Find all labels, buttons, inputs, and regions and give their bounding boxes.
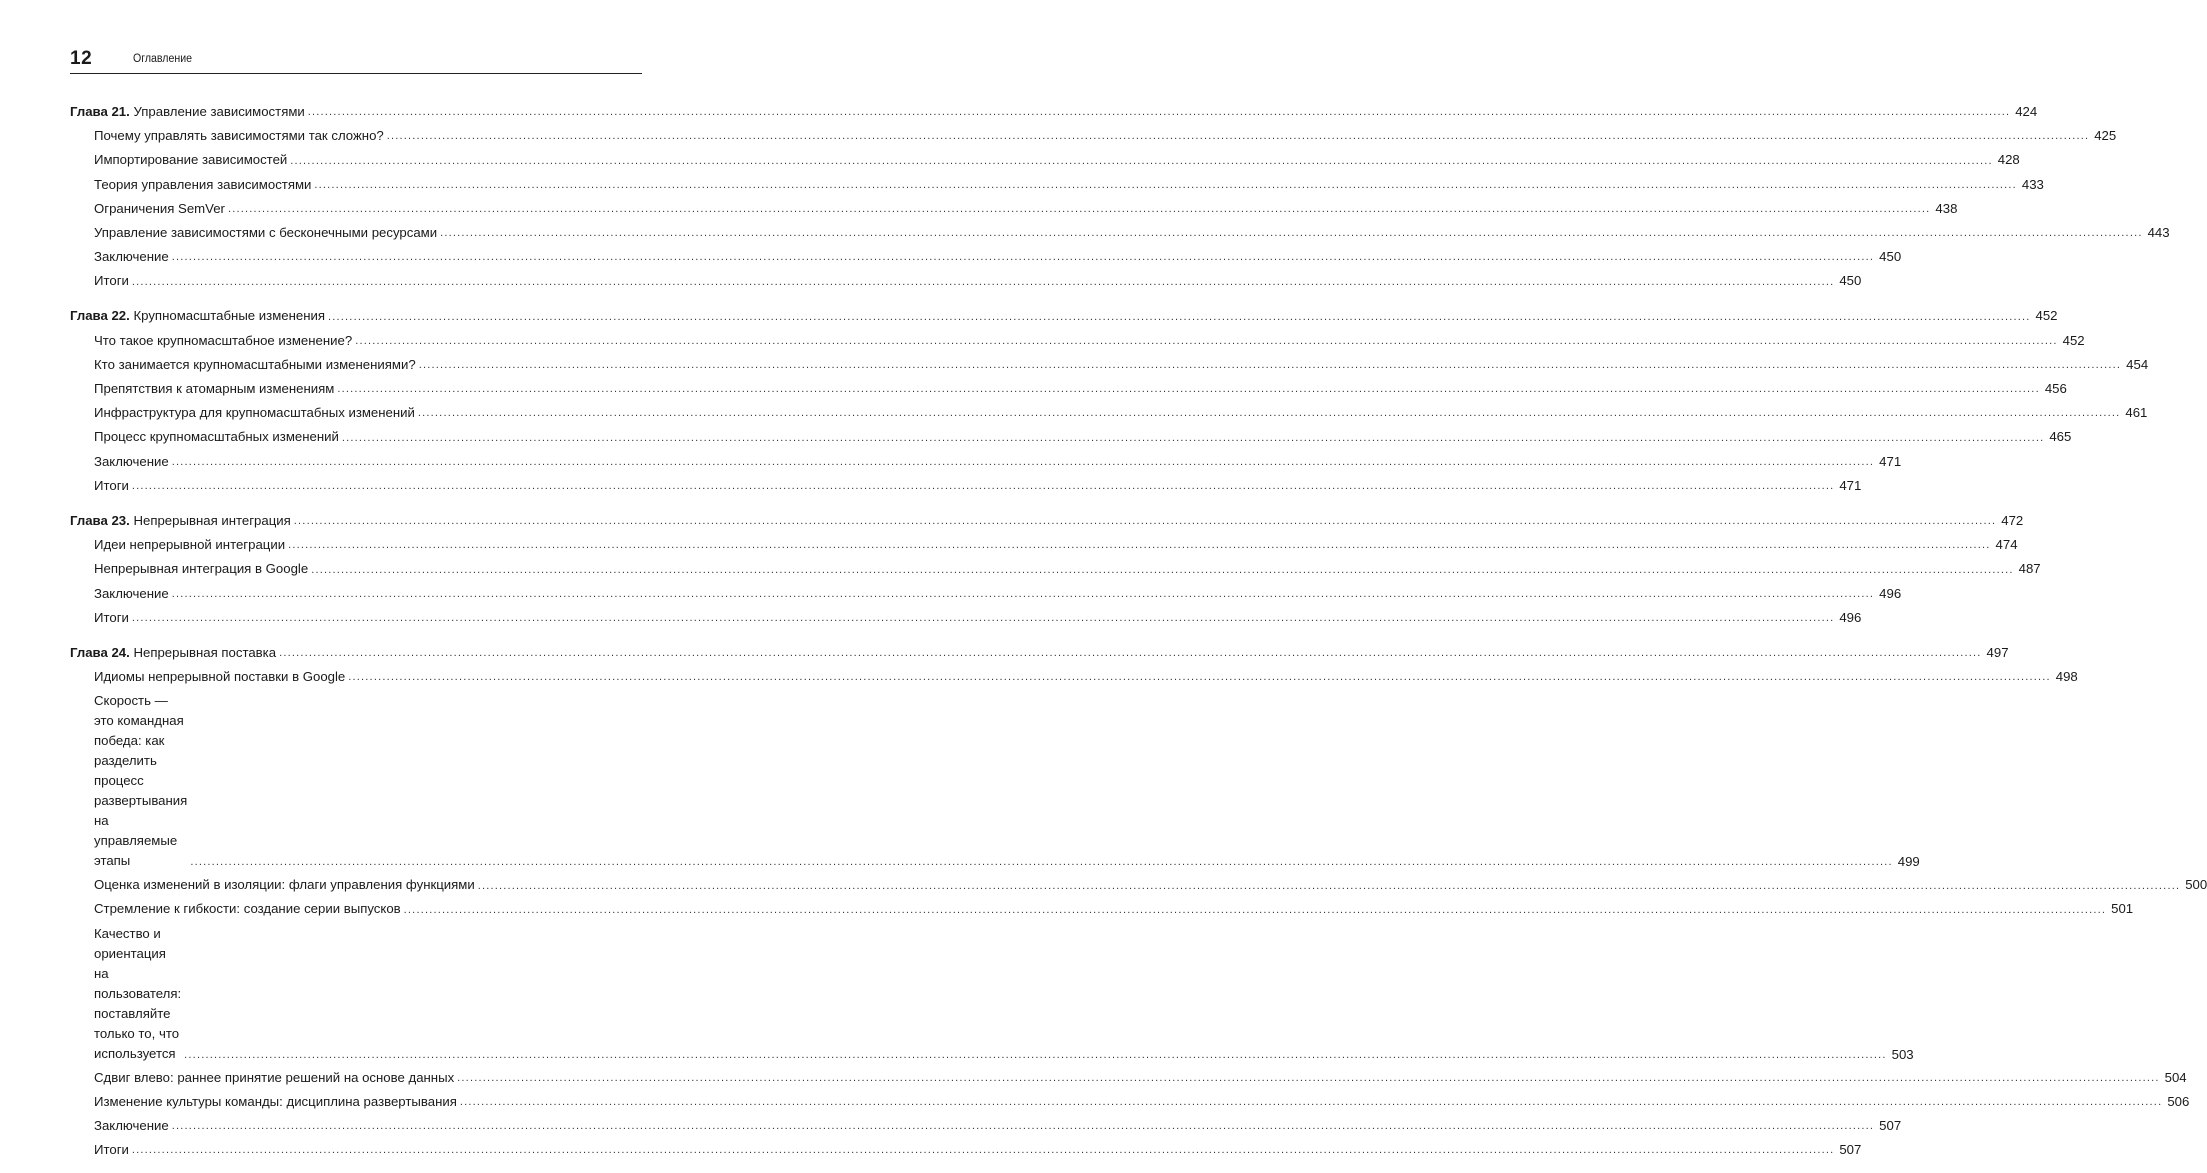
section-title: Инфраструктура для крупномасштабных изменений <box>94 405 415 421</box>
section-entry[interactable] <box>70 377 2067 401</box>
section-title: Итоги <box>94 273 129 289</box>
section-page-number: 456 <box>2044 381 2067 397</box>
chapter-entry[interactable] <box>70 641 2009 665</box>
dot-leader: ................................................................................................................................................................................................................................................................................................................................................................................................................ <box>131 480 1835 492</box>
dot-leader: ................................................................................................................................................................................................................................................................................................................................................................................................................ <box>348 671 2051 684</box>
chapter-label: Глава 21. <box>70 103 130 119</box>
chapter-entry[interactable] <box>70 305 2058 329</box>
chapter-block <box>70 100 2170 294</box>
dot-leader: ................................................................................................................................................................................................................................................................................................................................................................................................................ <box>477 879 2181 892</box>
section-page-number: 438 <box>1935 200 1958 216</box>
section-page-number: 507 <box>1839 1142 1862 1158</box>
section-page-number: 474 <box>1995 537 2018 553</box>
section-entry[interactable] <box>70 665 2078 689</box>
section-entry[interactable] <box>70 269 1862 293</box>
section-title: Оценка изменений в изоляции: флаги управления функциями <box>94 877 475 893</box>
section-title: Сдвиг влево: раннее принятие решений на основе данных <box>94 1069 455 1085</box>
dot-leader: ................................................................................................................................................................................................................................................................................................................................................................................................................ <box>227 202 1931 215</box>
section-entry[interactable] <box>70 401 2148 425</box>
section-title: Что такое крупномасштабное изменение? <box>94 332 353 348</box>
section-entry[interactable] <box>70 582 1902 606</box>
section-page-number: 443 <box>2147 224 2170 240</box>
chapter-title: Крупномасштабные изменения <box>133 308 326 324</box>
section-entry[interactable] <box>70 1066 2187 1090</box>
section-page-number: 496 <box>1879 585 1902 601</box>
dot-leader: ................................................................................................................................................................................................................................................................................................................................................................................................................ <box>131 275 1835 288</box>
section-title: Скорость — это командная победа: как разделить процесс развертывания на управляемые этапы <box>94 693 188 869</box>
section-page-number: 433 <box>2021 176 2044 192</box>
section-title: Стремление к гибкости: создание серии выпусков <box>94 901 401 917</box>
dot-leader: ................................................................................................................................................................................................................................................................................................................................................................................................................ <box>184 1048 1887 1061</box>
section-page-number: 461 <box>2125 405 2148 421</box>
section-title: Заключение <box>94 1118 169 1134</box>
section-page-number: 471 <box>1839 477 1862 493</box>
dot-leader: ................................................................................................................................................................................................................................................................................................................................................................................................................ <box>459 1096 2163 1109</box>
section-entry[interactable] <box>70 606 1862 630</box>
section-title: Заключение <box>94 249 169 265</box>
chapter-heading <box>70 509 291 533</box>
chapter-heading <box>70 641 276 665</box>
section-entry[interactable] <box>70 353 2149 377</box>
chapter-heading <box>70 304 325 328</box>
chapter-heading <box>70 100 305 124</box>
section-entry[interactable] <box>70 898 2134 922</box>
section-title: Заключение <box>94 453 169 469</box>
chapter-page-number: 497 <box>1986 644 2009 660</box>
section-entry[interactable] <box>70 533 2018 557</box>
page-number: 12 <box>70 48 93 69</box>
section-page-number: 498 <box>2055 669 2078 685</box>
section-title: Теория управления зависимостями <box>94 176 312 192</box>
section-entry[interactable] <box>70 173 2044 197</box>
section-title: Итоги <box>94 609 129 625</box>
dot-leader: ................................................................................................................................................................................................................................................................................................................................................................................................................ <box>171 587 1875 600</box>
section-entry[interactable] <box>70 124 2117 148</box>
section-page-number: 471 <box>1879 453 1902 469</box>
dot-leader: ................................................................................................................................................................................................................................................................................................................................................................................................................ <box>171 251 1875 264</box>
section-title: Препятствия к атомарным изменениям <box>94 381 335 397</box>
section-page-number: 450 <box>1839 273 1862 289</box>
dot-leader: ................................................................................................................................................................................................................................................................................................................................................................................................................ <box>418 359 2122 372</box>
section-page-number: 504 <box>2164 1069 2187 1085</box>
section-title: Непрерывная интеграция в Google <box>94 561 309 577</box>
dot-leader: ................................................................................................................................................................................................................................................................................................................................................................................................................ <box>417 407 2121 420</box>
section-title: Ограничения SemVer <box>94 200 225 216</box>
dot-leader: ................................................................................................................................................................................................................................................................................................................................................................................................................ <box>403 903 2107 916</box>
dot-leader: ................................................................................................................................................................................................................................................................................................................................................................................................................ <box>131 611 1835 624</box>
section-title: Управление зависимостями с бесконечными ресурсами <box>94 224 438 240</box>
section-entry[interactable] <box>70 148 2020 172</box>
dot-leader: ................................................................................................................................................................................................................................................................................................................................................................................................................ <box>293 515 1997 528</box>
chapter-label: Глава 22. <box>70 308 130 324</box>
dot-leader: ................................................................................................................................................................................................................................................................................................................................................................................................................ <box>190 856 1893 869</box>
section-entry[interactable] <box>70 557 2041 581</box>
section-title: Импортирование зависимостей <box>94 152 288 168</box>
chapter-block <box>70 641 2207 1163</box>
section-page-number: 465 <box>2049 429 2072 445</box>
chapter-entry[interactable] <box>70 100 2038 124</box>
section-title: Итоги <box>94 477 129 493</box>
section-entry[interactable] <box>70 1114 1902 1138</box>
section-entry[interactable] <box>70 425 2072 449</box>
dot-leader: ................................................................................................................................................................................................................................................................................................................................................................................................................ <box>457 1071 2160 1084</box>
section-entry[interactable] <box>70 1138 1862 1162</box>
section-title: Идиомы непрерывной поставки в Google <box>94 669 346 685</box>
dot-leader: ................................................................................................................................................................................................................................................................................................................................................................................................................ <box>355 334 2058 347</box>
chapter-label: Глава 24. <box>70 644 130 660</box>
section-page-number: 450 <box>1879 249 1902 265</box>
dot-leader: ................................................................................................................................................................................................................................................................................................................................................................................................................ <box>440 227 2143 240</box>
dot-leader: ................................................................................................................................................................................................................................................................................................................................................................................................................ <box>314 178 2017 191</box>
section-entry[interactable] <box>70 329 2085 353</box>
chapter-title: Непрерывная поставка <box>133 644 277 660</box>
chapter-title: Непрерывная интеграция <box>133 512 291 528</box>
section-page-number: 500 <box>2185 877 2207 893</box>
section-page-number: 501 <box>2111 901 2134 917</box>
dot-leader: ................................................................................................................................................................................................................................................................................................................................................................................................................ <box>307 106 2011 119</box>
dot-leader: ................................................................................................................................................................................................................................................................................................................................................................................................................ <box>386 130 2090 143</box>
section-page-number: 454 <box>2126 356 2149 372</box>
section-title: Итоги <box>94 1142 129 1158</box>
dot-leader: ................................................................................................................................................................................................................................................................................................................................................................................................................ <box>290 154 1993 167</box>
chapter-block <box>70 509 2041 630</box>
chapter-entry[interactable] <box>70 509 2024 533</box>
chapter-page-number: 424 <box>2015 103 2038 119</box>
section-title: Изменение культуры команды: дисциплина развертывания <box>94 1093 457 1109</box>
dot-leader: ................................................................................................................................................................................................................................................................................................................................................................................................................ <box>328 310 2031 323</box>
chapter-block <box>70 305 2149 499</box>
section-page-number: 506 <box>2167 1093 2190 1109</box>
section-entry[interactable] <box>70 197 1958 221</box>
section-title: Качество и ориентация на пользователя: поставляйте только то, что используется <box>94 925 182 1061</box>
dot-leader: ................................................................................................................................................................................................................................................................................................................................................................................................................ <box>311 563 2014 576</box>
section-page-number: 503 <box>1891 1046 1914 1062</box>
section-title: Идеи непрерывной интеграции <box>94 537 286 553</box>
dot-leader: ................................................................................................................................................................................................................................................................................................................................................................................................................ <box>279 647 1982 660</box>
dot-leader: ................................................................................................................................................................................................................................................................................................................................................................................................................ <box>171 1120 1875 1133</box>
table-of-contents <box>70 100 2207 1173</box>
section-page-number: 507 <box>1879 1118 1902 1134</box>
section-page-number: 499 <box>1897 854 1920 870</box>
section-entry[interactable] <box>70 450 1902 474</box>
dot-leader: ................................................................................................................................................................................................................................................................................................................................................................................................................ <box>288 539 1991 552</box>
section-title: Процесс крупномасштабных изменений <box>94 429 339 445</box>
section-entry[interactable] <box>70 1090 2190 1114</box>
chapter-label: Глава 23. <box>70 512 130 528</box>
section-page-number: 487 <box>2018 561 2041 577</box>
section-title: Заключение <box>94 585 169 601</box>
dot-leader: ................................................................................................................................................................................................................................................................................................................................................................................................................ <box>171 455 1875 468</box>
section-page-number: 496 <box>1839 609 1862 625</box>
section-entry[interactable] <box>70 689 1920 873</box>
chapter-page-number: 452 <box>2035 308 2058 324</box>
section-entry[interactable] <box>70 221 2170 245</box>
section-entry[interactable] <box>70 922 1914 1066</box>
section-title: Почему управлять зависимостями так сложно? <box>94 128 384 144</box>
dot-leader: ................................................................................................................................................................................................................................................................................................................................................................................................................ <box>341 431 2045 444</box>
dot-leader: ................................................................................................................................................................................................................................................................................................................................................................................................................ <box>337 383 2040 396</box>
section-entry[interactable] <box>70 474 1862 498</box>
section-entry[interactable] <box>70 245 1902 269</box>
page-header <box>70 44 642 74</box>
section-page-number: 425 <box>2094 128 2117 144</box>
section-title: Кто занимается крупномасштабными изменениями? <box>94 356 416 372</box>
chapter-page-number: 472 <box>2001 512 2024 528</box>
section-page-number: 452 <box>2062 332 2085 348</box>
section-entry[interactable] <box>70 873 2207 897</box>
running-title: Оглавление <box>133 53 192 65</box>
chapter-title: Управление зависимостями <box>133 103 305 119</box>
dot-leader: ................................................................................................................................................................................................................................................................................................................................................................................................................ <box>131 1144 1835 1157</box>
section-page-number: 428 <box>1997 152 2020 168</box>
